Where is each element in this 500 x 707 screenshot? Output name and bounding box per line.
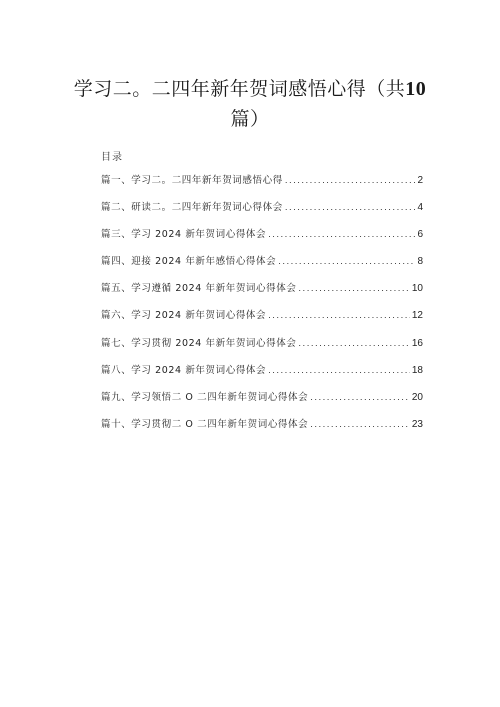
toc-entry-label: 篇九、学习领悟二 O 二四年新年贺词心得体会	[101, 391, 309, 403]
toc-dot-leader	[298, 338, 409, 349]
toc-entry-page: 2	[417, 175, 423, 186]
title-count: 10	[405, 78, 427, 100]
toc-entry-page: 4	[417, 202, 423, 214]
toc-entry-label: 篇三、学习 2024 新年贺词心得体会	[101, 229, 267, 241]
toc-entry[interactable]	[101, 335, 423, 362]
toc-entry-page: 6	[417, 229, 423, 241]
toc-entry[interactable]	[101, 199, 423, 226]
toc-entry-page: 23	[411, 418, 423, 430]
toc-entry[interactable]	[101, 362, 423, 389]
toc-entry-label: 篇六、学习 2024 新年贺词心得体会	[101, 310, 267, 322]
toc-entry[interactable]	[101, 307, 423, 334]
toc-heading: 目录	[101, 152, 123, 163]
toc-entry-page: 16	[411, 337, 423, 349]
toc-dot-leader	[285, 202, 416, 213]
toc-entry-label: 篇四、迎接 2024 年新年感悟心得体会	[101, 256, 277, 268]
toc-entry-page: 20	[411, 391, 423, 403]
toc-entry-page: 18	[411, 364, 423, 376]
toc-entry[interactable]	[101, 172, 423, 199]
document-title	[60, 74, 440, 134]
toc-dot-leader	[298, 283, 409, 294]
toc-dot-leader	[268, 310, 410, 321]
toc-entry-label: 篇十、学习贯彻二 O 二四年新年贺词心得体会	[101, 418, 309, 430]
toc-dot-leader	[268, 229, 415, 240]
toc-dot-leader	[285, 175, 416, 186]
toc-dot-leader	[310, 392, 410, 403]
title-text: 学习二。二四年新年贺词感悟心得（共	[73, 78, 406, 100]
title-text-end: 篇）	[230, 108, 270, 130]
toc-dot-leader	[278, 256, 415, 267]
toc-entry-page: 8	[417, 256, 423, 268]
toc-entry[interactable]	[101, 253, 423, 280]
toc-entry[interactable]	[101, 389, 423, 416]
toc-entry-label: 篇一、学习二。二四年新年贺词感悟心得	[101, 175, 283, 186]
toc-entry[interactable]	[101, 226, 423, 253]
toc-entry-page: 12	[411, 310, 423, 322]
toc-entry[interactable]	[101, 416, 423, 443]
toc-dot-leader	[310, 419, 410, 430]
toc-entry-label: 篇二、研读二。二四年新年贺词心得体会	[101, 202, 283, 214]
toc-dot-leader	[268, 365, 410, 376]
toc-entry-label: 篇八、学习 2024 新年贺词心得体会	[101, 364, 267, 376]
toc-entry-label: 篇七、学习贯彻 2024 年新年贺词心得体会	[101, 337, 297, 349]
toc-entry[interactable]	[101, 280, 423, 307]
toc-entry-label: 篇五、学习遵循 2024 年新年贺词心得体会	[101, 283, 297, 295]
toc-entry-page: 10	[411, 283, 423, 295]
table-of-contents	[101, 172, 423, 443]
